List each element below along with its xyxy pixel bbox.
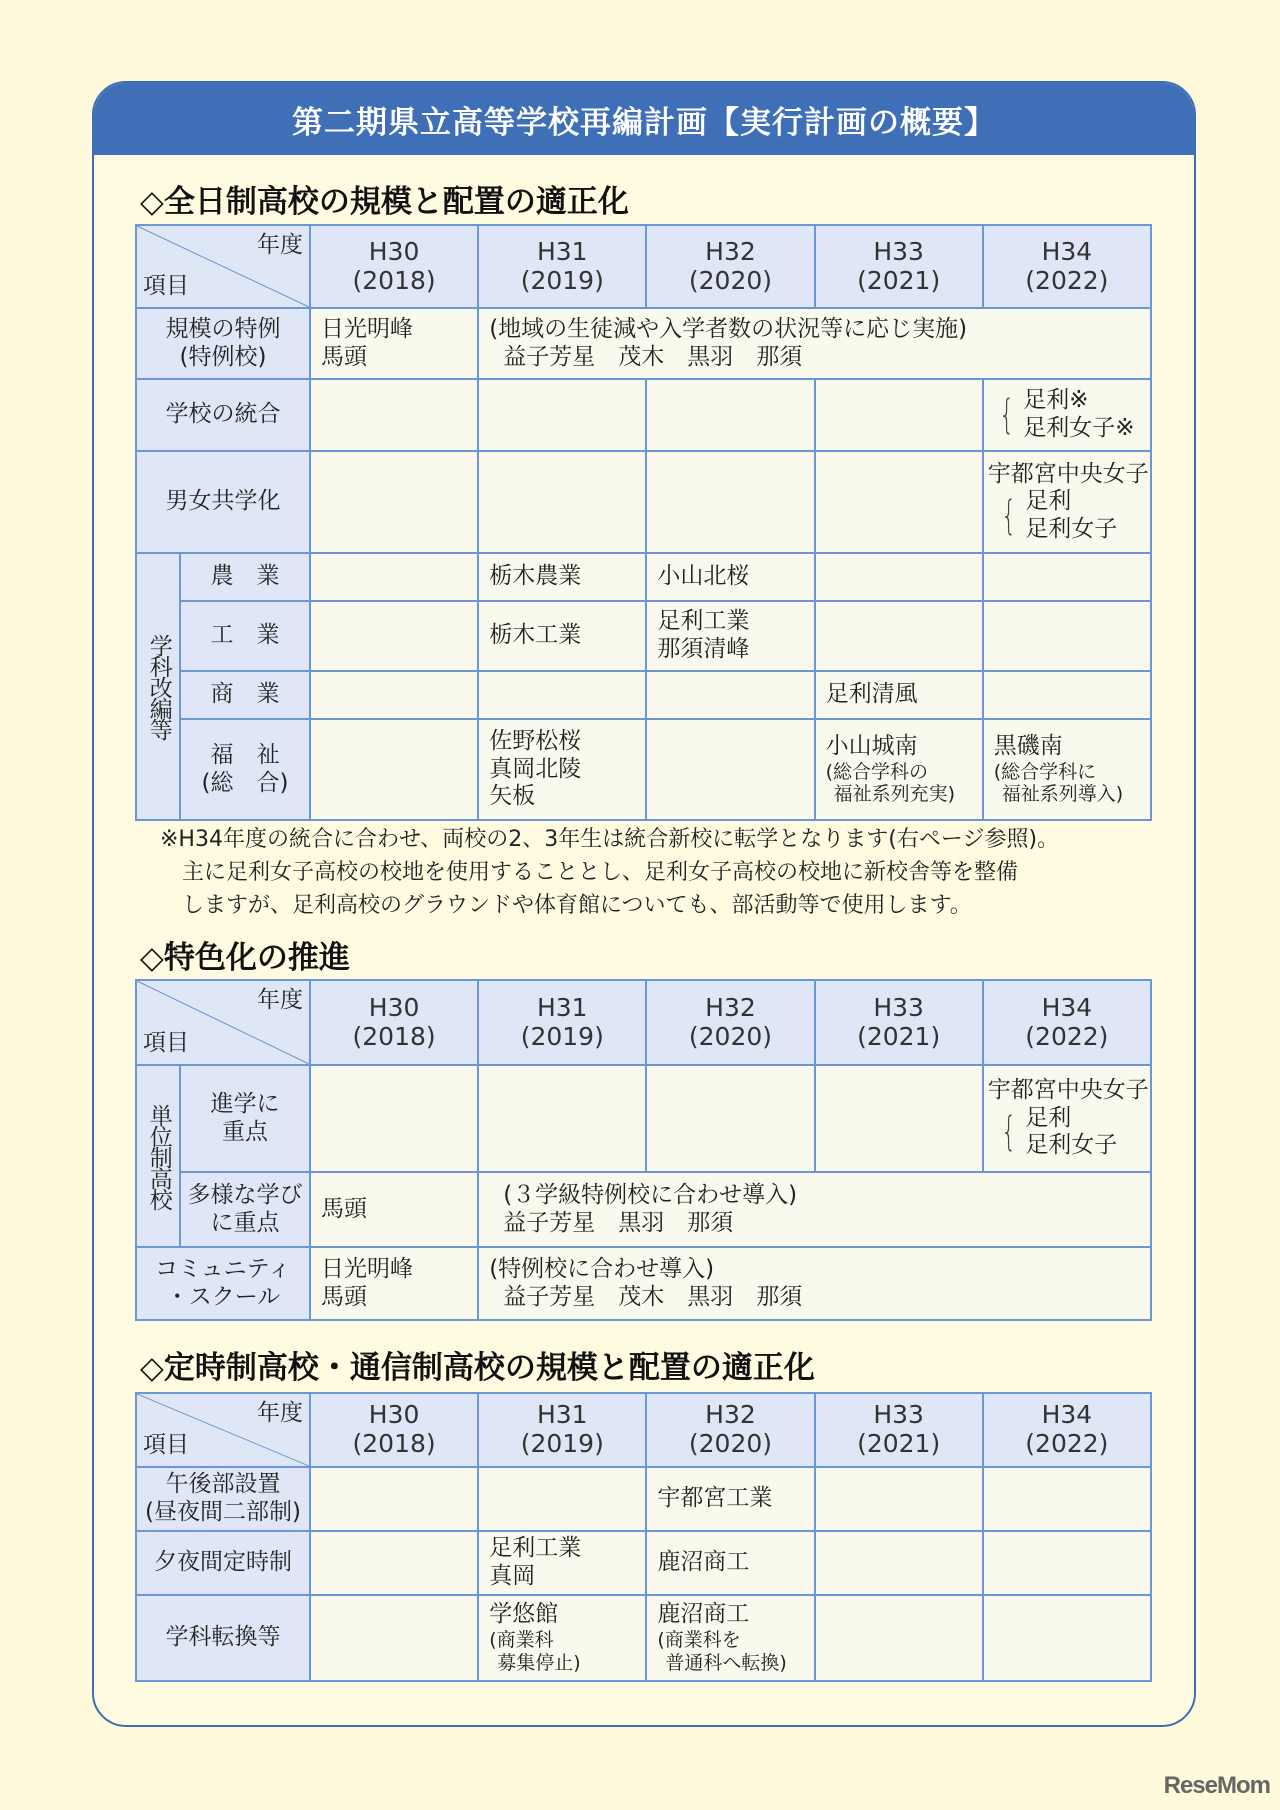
cell-text: 年度 <box>257 987 303 1013</box>
footnote <box>160 823 1059 922</box>
table-cell <box>983 1467 1151 1531</box>
table-row <box>136 553 1151 601</box>
cell-text: 足利女子 <box>1025 1132 1118 1159</box>
table-row <box>136 719 1151 820</box>
cell-text: H31 <box>536 1400 588 1430</box>
table-cell <box>983 451 1151 553</box>
item-label: 項目 <box>143 273 189 300</box>
cell-text: (特例校) <box>179 343 267 370</box>
cell-text: ※H34年度の統合に合わせ、両校の2、3年生は統合新校に転学となります(右ページ参照)。 <box>160 827 1060 852</box>
cell-text: 規模の特例 <box>165 315 281 342</box>
table-cell <box>136 1247 310 1320</box>
cell-text: 午後部設置 <box>165 1471 281 1498</box>
year-header <box>983 980 1151 1065</box>
table-cell <box>815 1467 983 1531</box>
table-cell <box>478 1531 646 1595</box>
table-row <box>136 1065 1151 1172</box>
cell-text: 重点 <box>222 1118 268 1145</box>
table-row <box>136 980 1151 1065</box>
table-cell <box>646 671 814 719</box>
cell-text: 福祉系列充実) <box>833 783 955 806</box>
table-row <box>136 1172 1151 1247</box>
cell-text: H32 <box>705 1400 756 1430</box>
year-header <box>478 980 646 1065</box>
table-cell <box>136 1467 310 1531</box>
table-cell <box>310 671 478 719</box>
table-cell <box>478 308 1151 379</box>
table-cell <box>136 553 180 820</box>
table-cell <box>478 1247 1151 1320</box>
table-row <box>136 601 1151 671</box>
cell-text: (2021) <box>857 265 941 295</box>
cell-text: 鹿沼商工 <box>657 1601 750 1628</box>
section-title-fulltime: ◇全日制高校の規模と配置の適正化 <box>140 184 629 220</box>
cell-text: (2021) <box>857 1021 941 1051</box>
cell-text: H30 <box>368 236 420 266</box>
group-label: 学科改編等 <box>145 634 172 739</box>
brace-icon: { <box>1000 1109 1017 1156</box>
table-cell <box>136 1065 180 1247</box>
cell-text: 栃木工業 <box>478 601 646 671</box>
table-cell <box>646 601 814 671</box>
cell-text: 多様な学び <box>187 1181 303 1208</box>
table-parttime <box>135 1392 1152 1682</box>
cell-text: 福 祉 <box>210 741 280 768</box>
table-cell <box>983 553 1151 601</box>
cell-text: H31 <box>536 236 588 266</box>
cell-text: (総合学科の <box>825 760 928 783</box>
cell-text: (2022) <box>1025 1021 1109 1051</box>
cell-text: H34 <box>1041 992 1093 1022</box>
cell-text: H33 <box>873 1400 924 1430</box>
cell-text: 夕夜間定時制 <box>136 1531 310 1595</box>
cell-text: 学科転換等 <box>136 1595 310 1681</box>
table-cell <box>310 601 478 671</box>
table-cell <box>180 1065 310 1172</box>
cell-text: 項目 <box>143 1030 189 1057</box>
year-header <box>478 225 646 308</box>
table-cell <box>646 1065 814 1172</box>
cell-text: 鹿沼商工 <box>646 1531 814 1595</box>
year-header <box>646 1393 814 1467</box>
table-cell <box>815 719 983 820</box>
cell-text: (地域の生徒減や入学者数の状況等に応じ実施) <box>489 315 968 342</box>
table-cell <box>310 1065 478 1172</box>
table-cell <box>310 719 478 820</box>
cell-text: (昼夜間二部制) <box>145 1499 301 1525</box>
year-header <box>310 1393 478 1467</box>
cell-text: 年度 <box>257 1400 303 1426</box>
table-cell <box>310 1531 478 1595</box>
cell-text: 栃木農業 <box>478 553 646 601</box>
year-label: 年度 <box>257 232 303 258</box>
page-title: 第二期県立高等学校再編計画【実行計画の概要】 <box>94 83 1194 155</box>
cell-text: 足利工業 <box>657 608 750 635</box>
cell-text: (2021) <box>857 1429 941 1458</box>
cell-text: 足利女子 <box>1025 515 1118 542</box>
cell-text: (2018) <box>352 1429 436 1458</box>
cell-text: 小山北桜 <box>646 553 814 601</box>
year-header <box>815 225 983 308</box>
cell-text: (2022) <box>1025 1429 1109 1458</box>
table-row <box>136 379 1151 451</box>
cell-text: 矢板 <box>489 783 536 810</box>
year-header <box>478 1393 646 1467</box>
cell-text: (2019) <box>520 1429 604 1458</box>
cell-text: 佐野松桜 <box>489 728 582 755</box>
cell-text: 馬頭 <box>321 1283 367 1310</box>
year-header <box>983 225 1151 308</box>
table-cell <box>310 1247 478 1320</box>
table-cell <box>983 601 1151 671</box>
cell-text: (2020) <box>688 265 773 295</box>
table-cell <box>478 1065 646 1172</box>
table-cell <box>983 1595 1151 1681</box>
section-title-parttime: ◇定時制高校・通信制高校の規模と配置の適正化 <box>140 1350 815 1386</box>
cell-text: H33 <box>873 236 924 266</box>
cell-text: (2018) <box>352 265 436 295</box>
cell-text: 普通科へ転換) <box>665 1651 787 1674</box>
cell-text: 男女共学化 <box>136 451 310 553</box>
cell-text: (総 合) <box>201 769 289 796</box>
table-row <box>136 225 1151 308</box>
cell-text: H30 <box>368 1400 420 1430</box>
cell-text: (商業科を <box>657 1629 741 1651</box>
cell-text: 馬頭 <box>310 1172 478 1247</box>
cell-text: (商業科 <box>489 1629 554 1651</box>
brace-icon: { <box>998 392 1015 438</box>
cell-text: 馬頭 <box>321 343 367 370</box>
table-features <box>135 979 1152 1321</box>
year-header <box>646 980 814 1065</box>
table-cell <box>310 451 478 553</box>
cell-text: (３学級特例校に合わせ導入) <box>503 1181 798 1208</box>
cell-text: 学校の統合 <box>136 379 310 451</box>
year-header <box>310 980 478 1065</box>
cell-text: 進学に <box>210 1090 280 1117</box>
year-header <box>983 1393 1151 1467</box>
cell-text: (2020) <box>688 1021 773 1051</box>
table-cell <box>983 1065 1151 1172</box>
cell-text: 日光明峰 <box>321 1255 413 1282</box>
group-label: 単位制高校 <box>145 1103 172 1209</box>
cell-text: 足利女子※ <box>1023 415 1135 441</box>
table-cell <box>983 379 1151 451</box>
cell-text: H30 <box>368 992 420 1022</box>
table-cell <box>136 308 310 379</box>
cell-text: 宇都宮工業 <box>646 1467 814 1531</box>
cell-text: H34 <box>1041 1400 1093 1430</box>
year-header <box>646 225 814 308</box>
header-corner <box>136 225 310 308</box>
cell-text: 那須清峰 <box>657 636 750 662</box>
cell-text: (2018) <box>352 1021 436 1051</box>
table-row <box>136 451 1151 553</box>
table-cell <box>815 1065 983 1172</box>
cell-text: 益子芳星 茂木 黒羽 那須 <box>503 1283 803 1310</box>
cell-text: ・スクール <box>165 1283 281 1310</box>
brace-icon: { <box>1000 492 1017 539</box>
table-cell <box>815 1531 983 1595</box>
cell-text: 真岡北陵 <box>489 755 582 782</box>
table-row <box>136 1247 1151 1320</box>
table-cell <box>983 1531 1151 1595</box>
table-cell <box>478 451 646 553</box>
table-cell <box>478 1172 1151 1247</box>
cell-text: に重点 <box>210 1209 280 1236</box>
cell-text: (総合学科に <box>993 760 1097 783</box>
cell-text: (2020) <box>688 1429 773 1458</box>
table-cell <box>310 308 478 379</box>
table-cell <box>815 553 983 601</box>
table-row <box>136 1531 1151 1595</box>
cell-text: H32 <box>705 236 756 266</box>
table-cell <box>646 379 814 451</box>
cell-text: (2019) <box>520 1021 604 1051</box>
table-cell <box>815 379 983 451</box>
table-cell <box>983 719 1151 820</box>
table-row <box>136 308 1151 379</box>
table-fulltime <box>135 224 1152 821</box>
cell-text: 募集停止) <box>497 1651 581 1674</box>
table-cell <box>310 1595 478 1681</box>
table-cell <box>478 671 646 719</box>
cell-text: コミュニティ <box>155 1255 291 1282</box>
cell-text: H33 <box>873 992 924 1022</box>
cell-text: 工 業 <box>180 601 310 671</box>
table-row <box>136 1595 1151 1681</box>
table-cell <box>310 379 478 451</box>
cell-text: 宇都宮中央女子 <box>987 1077 1149 1104</box>
year-header <box>310 225 478 308</box>
table-cell <box>646 451 814 553</box>
cell-text: H32 <box>705 992 756 1022</box>
cell-text: 足利 <box>1025 488 1072 515</box>
cell-text: H31 <box>536 992 588 1022</box>
cell-text: 益子芳星 黒羽 那須 <box>503 1209 734 1236</box>
table-cell <box>478 719 646 820</box>
table-cell <box>646 719 814 820</box>
cell-text: 小山城南 <box>825 732 918 759</box>
year-header <box>815 1393 983 1467</box>
cell-text: 足利※ <box>1023 387 1089 414</box>
cell-text: 黒磯南 <box>993 732 1063 759</box>
cell-text: 足利工業 <box>489 1535 582 1562</box>
cell-text: 学悠館 <box>489 1601 559 1628</box>
table-cell <box>815 601 983 671</box>
table-cell <box>310 553 478 601</box>
cell-text: しますが、足利高校のグラウンドや体育館についても、部活動等で使用します。 <box>182 893 972 918</box>
cell-text: 農 業 <box>180 553 310 601</box>
resemom-logo: ReseMom <box>1163 1772 1270 1799</box>
table-cell <box>983 671 1151 719</box>
year-header <box>815 980 983 1065</box>
table-cell <box>310 1467 478 1531</box>
table-row <box>136 1467 1151 1531</box>
cell-text: (特例校に合わせ導入) <box>489 1255 715 1282</box>
cell-text: (2022) <box>1025 265 1109 295</box>
table-row <box>136 671 1151 719</box>
cell-text: 商 業 <box>180 671 310 719</box>
cell-text: 益子芳星 茂木 黒羽 那須 <box>503 343 803 370</box>
table-cell <box>180 719 310 820</box>
cell-text: 足利 <box>1025 1104 1072 1131</box>
header-corner <box>136 980 310 1065</box>
table-cell <box>815 1595 983 1681</box>
cell-text: 福祉系列導入) <box>1001 783 1124 806</box>
cell-text: H34 <box>1041 236 1093 266</box>
table-row <box>136 1393 1151 1467</box>
table-cell <box>815 451 983 553</box>
cell-text: 宇都宮中央女子 <box>987 460 1149 487</box>
header-corner <box>136 1393 310 1467</box>
cell-text: 主に足利女子高校の校地を使用することとし、足利女子高校の校地に新校舎等を整備 <box>182 860 1019 885</box>
cell-text: 真岡 <box>489 1563 536 1589</box>
section-title-features: ◇特色化の推進 <box>140 940 350 976</box>
cell-text: 日光明峰 <box>321 315 413 342</box>
table-cell <box>478 1467 646 1531</box>
cell-text: 足利清風 <box>815 671 983 719</box>
cell-text: (2019) <box>520 265 604 295</box>
table-cell <box>478 379 646 451</box>
table-cell <box>180 1172 310 1247</box>
table-cell <box>646 1595 814 1681</box>
cell-text: 項目 <box>143 1432 189 1459</box>
table-cell <box>478 1595 646 1681</box>
